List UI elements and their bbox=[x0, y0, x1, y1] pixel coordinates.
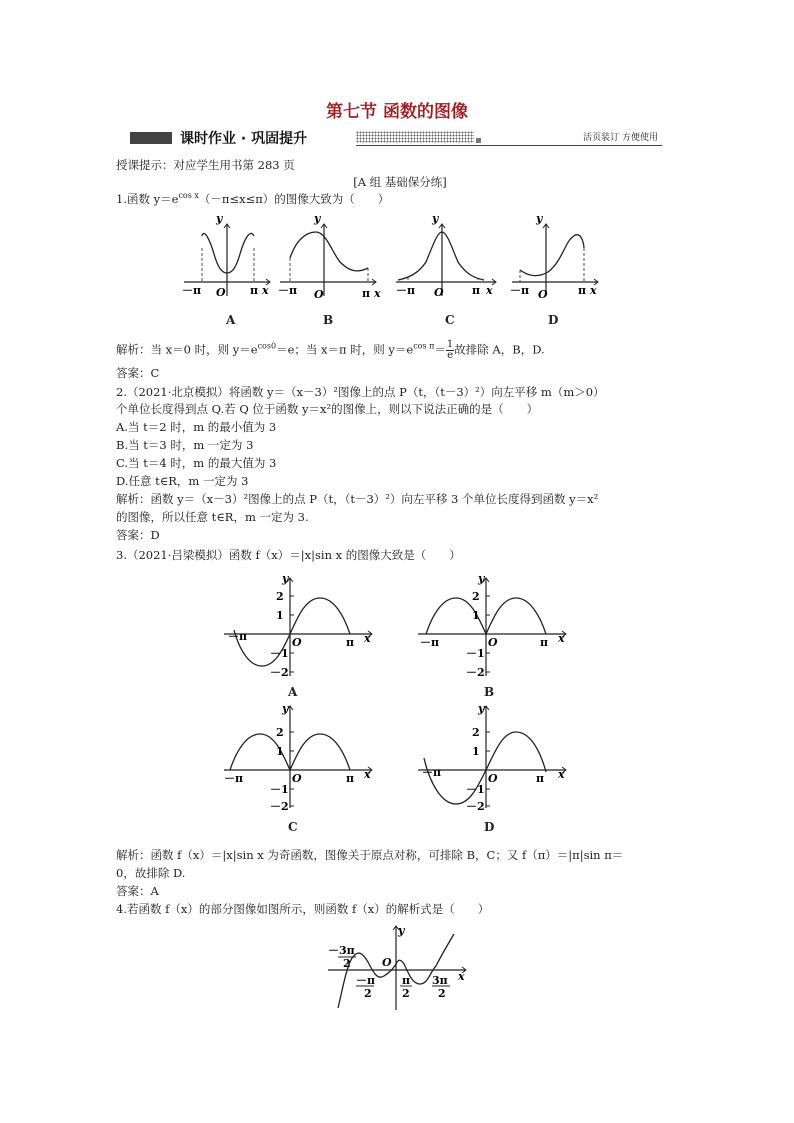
q2-analysis1: 解析：函数 y＝（x－3）²图像上的点 P（t，（t－3）²）向左平移 3 个单位长度得到函数 y＝x² bbox=[116, 492, 599, 506]
q2-option-d: D.任意 t∈R，m 一定为 3 bbox=[116, 474, 249, 488]
q1-graph-d bbox=[508, 212, 608, 301]
y-label: y bbox=[536, 212, 543, 225]
den-label: 2 bbox=[343, 957, 351, 970]
q4-stem: 4.若函数 f（x）的部分图像如图所示，则函数 f（x）的解析式是（ ） bbox=[116, 902, 490, 916]
q1-option-a: A bbox=[226, 313, 236, 327]
tick-neg-2: －2 bbox=[466, 666, 485, 679]
page-title: 第七节 函数的图像 bbox=[326, 102, 468, 122]
q1-fraction-num: 1 bbox=[446, 339, 454, 350]
q1-fraction-den: e bbox=[447, 350, 454, 361]
q1-analysis-sup2: cos π bbox=[413, 341, 435, 351]
neg-pi-label: －π bbox=[228, 630, 248, 643]
y-label: y bbox=[216, 212, 223, 225]
x-label: x bbox=[364, 632, 371, 645]
q1-graph-c bbox=[392, 212, 504, 300]
q3-option-c: C bbox=[288, 820, 298, 834]
y-label: y bbox=[478, 702, 485, 715]
x-label: x bbox=[262, 284, 269, 297]
q1-option-c: C bbox=[445, 313, 455, 327]
q3-graph-c bbox=[222, 700, 382, 812]
hint-line: 授课提示：对应学生用书第 283 页 bbox=[116, 158, 295, 172]
q1-analysis: 解析：当 x＝0 时，则 $y=e^{cos0}=e$；当 x＝π 时，则 $y=e^{cos \pi}=$ $\frac{1}{e}$ 故排除 A，B，D. bbox=[116, 339, 545, 361]
pi-label: π bbox=[540, 636, 549, 649]
x-label: x bbox=[558, 632, 565, 645]
q3-analysis1: 解析：函数 f（x）＝|x|sin x 为奇函数，图像关于原点对称，可排除 B，C；又 f（π）＝|π|sin π＝ bbox=[116, 848, 624, 862]
banner-rule bbox=[356, 145, 662, 146]
q1-stem bbox=[116, 192, 389, 206]
q1-analysis-sup1: cos0 bbox=[257, 341, 277, 351]
origin-label: O bbox=[314, 288, 324, 301]
pi-label: π bbox=[402, 974, 411, 987]
tick-neg-1: －1 bbox=[466, 647, 485, 660]
x-label: x bbox=[590, 284, 597, 297]
q2-option-b: B.当 t＝3 时，m 一定为 3 bbox=[116, 438, 254, 452]
y-label: y bbox=[282, 572, 289, 585]
pi-label: π bbox=[250, 284, 259, 297]
q1-graph-a bbox=[180, 212, 280, 300]
origin-label: O bbox=[434, 286, 444, 299]
den-label: 2 bbox=[364, 987, 372, 1000]
origin-label: O bbox=[382, 956, 392, 969]
q1-graph-b bbox=[276, 212, 386, 301]
q3-option-a: A bbox=[288, 685, 298, 699]
q3-option-d: D bbox=[484, 820, 495, 834]
q1-stem-tail: （－π≤x≤π）的图像大致为（ ） bbox=[198, 192, 390, 206]
q1-analysis-b: ＝e；当 x＝π 时，则 y＝e bbox=[276, 342, 414, 357]
q3-graph-a bbox=[222, 572, 382, 682]
pi-label: π bbox=[578, 284, 587, 297]
q2-analysis2: 的图像，所以任意 t∈R，m 一定为 3. bbox=[116, 510, 309, 524]
y-label: y bbox=[398, 924, 405, 937]
origin-label: O bbox=[292, 772, 302, 785]
q3-graph-b bbox=[416, 572, 576, 682]
neg-pi-label: －π bbox=[224, 772, 244, 785]
q3-stem: 3.（2021·吕梁模拟）函数 f（x）＝|x|sin x 的图像大致是（ ） bbox=[116, 548, 461, 562]
q3-analysis2: 0，故排除 D. bbox=[116, 866, 186, 880]
neg-pi-label: －π bbox=[510, 284, 530, 297]
origin-label: O bbox=[488, 636, 498, 649]
x-label: x bbox=[558, 768, 565, 781]
origin-label: O bbox=[488, 772, 498, 785]
neg-pi-label: －π bbox=[420, 636, 440, 649]
q3-graph-d bbox=[416, 700, 576, 812]
x-label: x bbox=[364, 768, 371, 781]
q1-stem-text: 1.函数 y＝e bbox=[116, 192, 179, 206]
x-label: x bbox=[486, 284, 493, 297]
tick-1: 1 bbox=[276, 745, 284, 758]
banner-note: 活页装订 方便使用 bbox=[583, 133, 658, 143]
q1-analysis-a: 解析：当 x＝0 时，则 y＝e bbox=[116, 342, 258, 357]
neg-pi-label: －π bbox=[396, 284, 416, 297]
tick-1: 1 bbox=[472, 745, 480, 758]
group-label: [A 组 基础保分练] bbox=[353, 175, 447, 189]
pi-label: π bbox=[346, 636, 355, 649]
q2-option-c: C.当 t＝4 时，m 的最大值为 3 bbox=[116, 456, 277, 470]
banner-title: 课时作业 · 巩固提升 bbox=[180, 131, 308, 147]
q1-analysis-c: 故排除 A，B，D. bbox=[454, 342, 545, 357]
tick-neg-1: －1 bbox=[270, 647, 289, 660]
neg-pi-label: －π bbox=[182, 284, 202, 297]
pi-label: π bbox=[536, 772, 545, 785]
y-label: y bbox=[282, 702, 289, 715]
banner-block bbox=[130, 132, 172, 144]
tick-neg-1: －1 bbox=[466, 783, 485, 796]
q1-stem-sup: cos x bbox=[178, 191, 199, 201]
tick-neg-1: －1 bbox=[270, 783, 289, 796]
y-label: y bbox=[432, 212, 439, 225]
tick-2: 2 bbox=[472, 726, 480, 739]
tick-2: 2 bbox=[472, 590, 480, 603]
den-label: 2 bbox=[438, 987, 446, 1000]
pi-label: π bbox=[362, 287, 371, 300]
origin-label: O bbox=[538, 288, 548, 301]
three-pi-label: 3π bbox=[432, 974, 448, 987]
pi-label: π bbox=[472, 284, 481, 297]
den-label: 2 bbox=[402, 987, 410, 1000]
q3-option-b: B bbox=[484, 685, 495, 699]
q2-answer: 答案：D bbox=[116, 528, 160, 542]
banner-square bbox=[476, 138, 481, 143]
q3-answer: 答案：A bbox=[116, 884, 159, 898]
y-label: y bbox=[314, 212, 321, 225]
pi-label: π bbox=[346, 772, 355, 785]
x-label: x bbox=[458, 970, 465, 983]
tick-1: 1 bbox=[276, 609, 284, 622]
banner-dots bbox=[356, 131, 474, 143]
q1-answer: 答案：C bbox=[116, 366, 160, 380]
neg-pi-label: －π bbox=[356, 974, 376, 987]
q2-option-a: A.当 t＝2 时，m 的最小值为 3 bbox=[116, 420, 277, 434]
section-banner bbox=[130, 128, 662, 148]
q2-line2: 个单位长度得到点 Q.若 Q 位于函数 y＝x²的图像上，则以下说法正确的是（ ） bbox=[116, 402, 539, 416]
tick-neg-2: －2 bbox=[270, 666, 289, 679]
tick-1: 1 bbox=[472, 609, 480, 622]
tick-neg-2: －2 bbox=[466, 800, 485, 813]
tick-2: 2 bbox=[276, 726, 284, 739]
y-label: y bbox=[478, 572, 485, 585]
neg-pi-label: －π bbox=[422, 766, 442, 779]
x-label: x bbox=[374, 287, 381, 300]
q1-option-d: D bbox=[548, 313, 559, 327]
origin-label: O bbox=[216, 286, 226, 299]
q2-line1: 2.（2021·北京模拟）将函数 y＝（x－3）²图像上的点 P（t，（t－3）²）向左平移 m（m＞0） bbox=[116, 385, 605, 399]
q1-option-b: B bbox=[323, 313, 334, 327]
neg-pi-label: －π bbox=[278, 284, 298, 297]
tick-2: 2 bbox=[276, 590, 284, 603]
tick-neg-2: －2 bbox=[270, 800, 289, 813]
q4-graph bbox=[326, 922, 474, 1012]
origin-label: O bbox=[292, 636, 302, 649]
neg-3pi-label: －3π bbox=[328, 944, 355, 957]
